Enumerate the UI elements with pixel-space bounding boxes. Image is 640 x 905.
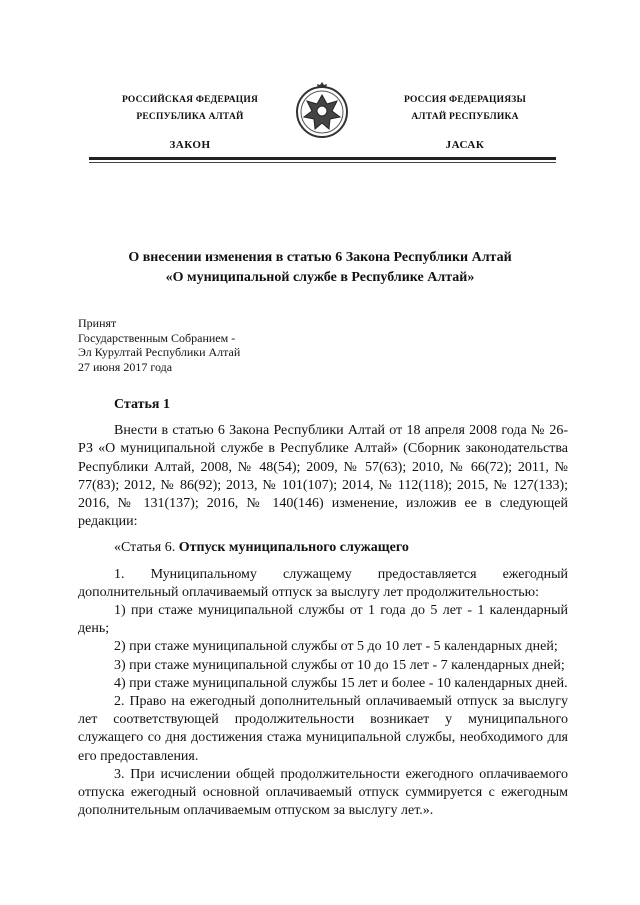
paragraph-3: 3. При исчислении общей продолжительности ежегодного оплачиваемого отпуска ежегодный основной оплачиваемый отпуск суммируется с ежегодным дополнительным оплачиваемым отпуском за выслугу лет.». [78, 766, 568, 819]
header-divider-thick [89, 157, 556, 160]
coat-of-arms-icon [294, 82, 350, 144]
adoption-block [78, 316, 378, 374]
header-left-country: РОССИЙСКАЯ ФЕДЕРАЦИЯ [121, 95, 259, 105]
header-right-law-label: JАСАК [445, 139, 485, 151]
adoption-line-3: Эл Курултай Республики Алтай [78, 345, 241, 359]
paragraph-1-item-4: 4) при стаже муниципальной службы 15 лет и более - 10 календарных дней. [114, 675, 568, 691]
paragraph-1-item-2: 2) при стаже муниципальной службы от 5 до 10 лет - 5 календарных дней; [114, 639, 558, 655]
header-left-republic: РЕСПУБЛИКА АЛТАЙ [136, 112, 244, 122]
quoted-article-heading [78, 539, 568, 557]
article-heading: Статья 1 [114, 397, 170, 412]
document-title [60, 248, 580, 288]
header-right-republic: АЛТАЙ РЕСПУБЛИКА [411, 112, 519, 122]
adoption-line-2: Государственным Собранием - [78, 330, 236, 345]
title-line-1: О внесении изменения в статью 6 Закона Республики Алтай [128, 250, 512, 265]
header-right-country: РОССИЯ ФЕДЕРАЦИЯЗЫ [404, 95, 526, 105]
quoted-article-prefix: «Статья 6. [114, 540, 179, 556]
paragraph-1: 1. Муниципальному служащему предоставляется ежегодный дополнительный оплачиваемый отпуск за выслугу лет продолжительностью: [78, 566, 568, 600]
adoption-line-1: Принят [78, 316, 117, 330]
quoted-article-title: Отпуск муниципального служащего [178, 540, 409, 556]
header-divider-thin [89, 162, 556, 163]
paragraph-1-item-3: 3) при стаже муниципальной службы от 10 до 15 лет - 7 календарных дней; [114, 657, 565, 673]
title-line-2: «О муниципальной службе в Республике Алтай» [165, 270, 475, 285]
adoption-date: 27 июня 2017 года [78, 359, 173, 374]
header-right-block [370, 92, 560, 154]
header-left-law-label: ЗАКОН [169, 139, 211, 151]
paragraph-2: 2. Право на ежегодный дополнительный оплачиваемый отпуск за выслугу лет соответствующей продолжительности возникает у муниципального служащего со дня достижения стажа муниципальной службы, необходимого для его предоставления. [78, 694, 568, 764]
paragraph-1-item-1: 1) при стаже муниципальной службы от 1 года до 5 лет - 1 календарный день; [78, 603, 568, 637]
document-body [78, 396, 568, 820]
header-left-block [95, 92, 285, 154]
article-intro: Внести в статью 6 Закона Республики Алтай от 18 апреля 2008 года № 26-РЗ «О муниципальной службе в Республике Алтай» (Сборник законодательства Республики Алтай, 2008, № 48(54); 2009, № 57(63); 2010, № 66(72); 2011, № 77(83); 2012, № 86(92); 2013, № 101(107); 2014, № 112(118); 2015, № 127(133); 2016, № 131(137); 2016, № 140(146) изменение, изложив ее в следующей редакции: [78, 423, 568, 530]
